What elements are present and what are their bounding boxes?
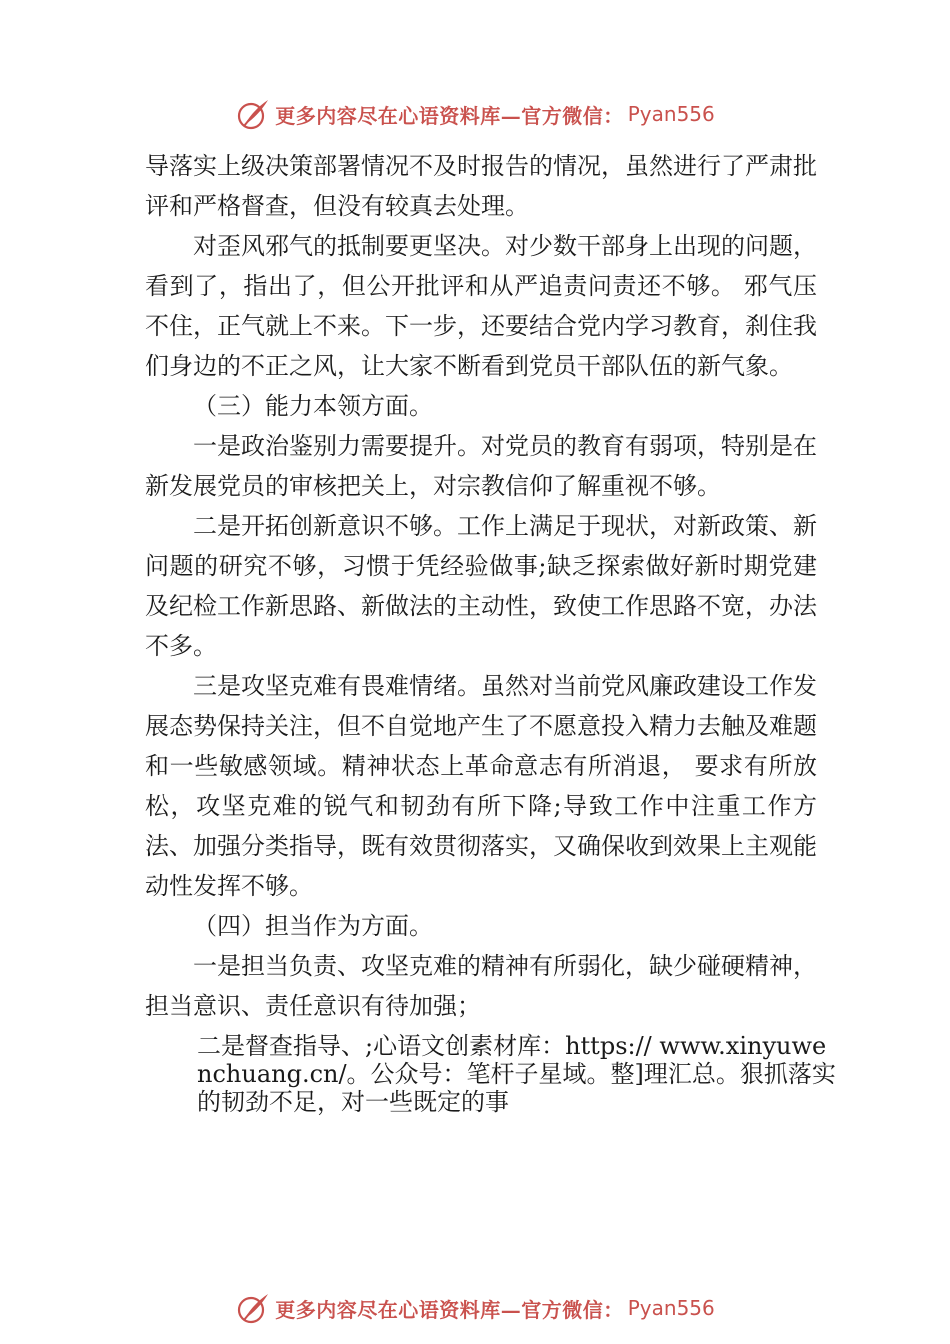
- paragraph: 二是开拓创新意识不够。工作上满足于现状，对新政策、新问题的研究不够，习惯于凭经验做事;缺乏探索做好新时期党建及纪检工作新思路、新做法的主动性，致使工作思路不宽，办法不多。: [145, 512, 817, 660]
- document-body: [145, 146, 836, 1116]
- paragraph: 一是政治鉴别力需要提升。对党员的教育有弱项，特别是在新发展党员的审核把关上，对宗教信仰了解重视不够。: [145, 432, 817, 500]
- paragraph: 三是攻坚克难有畏难情绪。虽然对当前党风廉政建设工作发展态势保持关注，但不自觉地产生了不愿意投入精力去触及难题和一些敏感领域。精神状态上革命意志有所消退， 要求有所放松，攻坚克难的锐气和韧劲有所下降;导致工作中注重工作方法、加强分类指导，既有效贯彻落实，又确保收到效果上主观能动性发挥不够。: [145, 672, 817, 900]
- footer-banner: [0, 1288, 950, 1328]
- header-banner: [0, 94, 950, 134]
- paragraph: 对歪风邪气的抵制要更坚决。对少数干部身上出现的问题，看到了，指出了，但公开批评和从严追责问责还不够。 邪气压不住，正气就上不来。下一步，还要结合党内学习教育，刹住我们身边的不正之风，让大家不断看到党员干部队伍的新气象。: [145, 232, 817, 380]
- section-heading: （四）担当作为方面。: [193, 912, 433, 940]
- section-heading: （三）能力本领方面。: [193, 392, 433, 420]
- quill-logo-icon: [235, 1290, 271, 1326]
- paragraph-tail: 二是督查指导、;心语文创素材库：https:// www.xinyuwenchuang.cn/。公众号：笔杆子星域。整]理汇总。狠抓落实的韧劲不足，对一些既定的事: [197, 1032, 836, 1116]
- banner-wechat-id: Pyan556: [627, 102, 715, 126]
- banner-text: 更多内容尽在心语资料库—官方微信：: [275, 1297, 624, 1322]
- paragraph: 一是担当负责、攻坚克难的精神有所弱化，缺少碰硬精神，担当意识、责任意识有待加强；: [145, 952, 817, 1020]
- quill-logo-icon: [235, 96, 271, 132]
- banner-wechat-id: Pyan556: [627, 1296, 715, 1320]
- paragraph: 导落实上级决策部署情况不及时报告的情况，虽然进行了严肃批评和严格督查，但没有较真去处理。: [145, 152, 817, 220]
- banner-text: 更多内容尽在心语资料库—官方微信：: [275, 103, 624, 128]
